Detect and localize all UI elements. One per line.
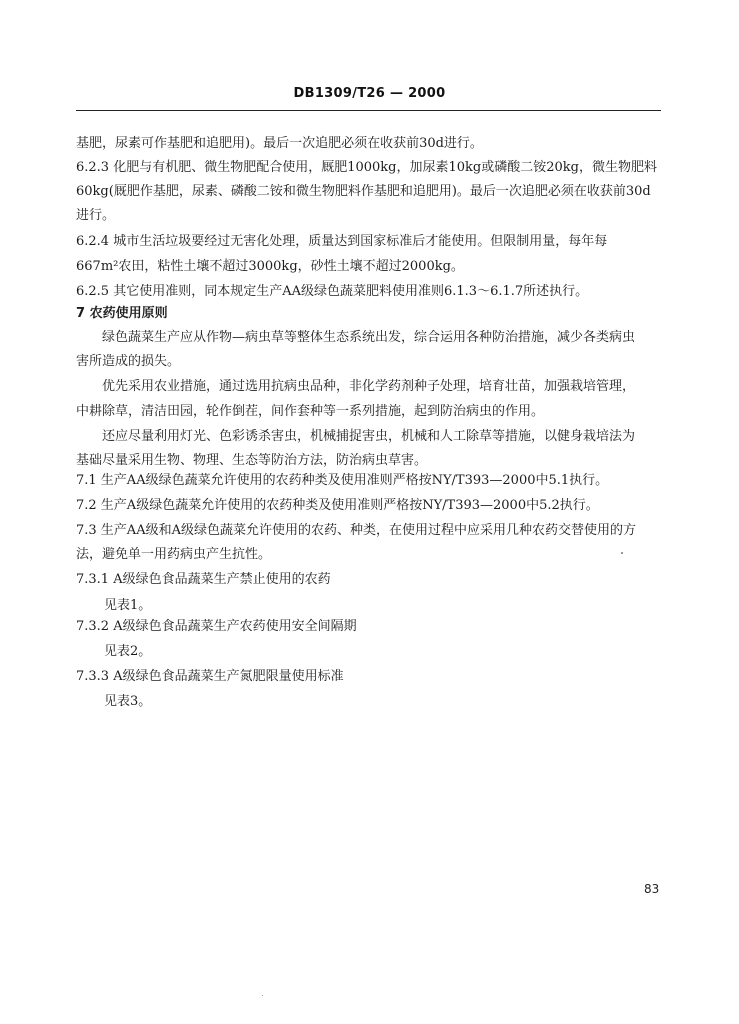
body-line: 60kg(厩肥作基肥，尿素、磷酸二铵和微生物肥料作基肥和追肥用)。最后一次追肥必须在收获前30d: [76, 184, 651, 199]
clause-7-1: 7.1 生产AA级绿色蔬菜允许使用的农药种类及使用准则严格按NY/T393—2000中5.1执行。: [76, 473, 609, 488]
body-line: 法，避免单一用药病虫产生抗性。: [76, 547, 272, 562]
document-code: DB1309/T26 — 2000: [293, 86, 446, 101]
paragraph-line: 绿色蔬菜生产应从作物—病虫草等整体生态系统出发，综合运用各种防治措施，减少各类病虫: [102, 330, 636, 345]
table-reference: 见表2。: [104, 644, 152, 659]
clause-6-2-3: 6.2.3 化肥与有机肥、微生物肥配合使用，厩肥1000kg，加尿素10kg或磷酸二铵20kg，微生物肥料: [76, 160, 657, 175]
paragraph-line: 害所造成的损失。: [76, 354, 181, 369]
page-number: 83: [644, 882, 660, 896]
clause-6-2-5: 6.2.5 其它使用准则，同本规定生产AA级绿色蔬菜肥料使用准则6.1.3～6.1.7所述执行。: [76, 284, 589, 299]
clause-7-3-1: 7.3.1 A级绿色食品蔬菜生产禁止使用的农药: [76, 572, 331, 587]
clause-7-3: 7.3 生产AA级和A级绿色蔬菜允许使用的农药、种类，在使用过程中应采用几种农药交替使用的方: [76, 523, 636, 538]
scan-speck: [621, 552, 623, 554]
clause-7-3-3: 7.3.3 A级绿色食品蔬菜生产氮肥限量使用标准: [76, 669, 344, 684]
header-rule: [76, 110, 661, 111]
section-heading-7: 7 农药使用原则: [76, 306, 168, 321]
paragraph-line: 优先采用农业措施，通过选用抗病虫品种，非化学药剂种子处理，培育壮苗，加强栽培管理，: [102, 379, 636, 394]
clause-7-3-2: 7.3.2 A级绿色食品蔬菜生产农药使用安全间隔期: [76, 619, 357, 634]
body-line: 进行。: [76, 208, 116, 223]
paragraph-line: 中耕除草，清洁田园，轮作倒茬，间作套种等一系列措施，起到防治病虫的作用。: [76, 404, 545, 419]
table-reference: 见表1。: [104, 598, 152, 613]
table-reference: 见表3。: [104, 694, 152, 709]
body-line: 基肥，尿素可作基肥和追肥用)。最后一次追肥必须在收获前30d进行。: [76, 136, 483, 151]
paragraph-line: 基础尽量采用生物、物理、生态等防治方法，防治病虫草害。: [76, 453, 428, 468]
body-line: 667m²农田，粘性土壤不超过3000kg，砂性土壤不超过2000kg。: [76, 259, 464, 274]
paragraph-line: 还应尽量利用灯光、色彩诱杀害虫，机械捕捉害虫，机械和人工除草等措施，以健身栽培法为: [102, 429, 636, 444]
clause-7-2: 7.2 生产A级绿色蔬菜允许使用的农药种类及使用准则严格按NY/T393—2000中5.2执行。: [76, 498, 599, 513]
clause-6-2-4: 6.2.4 城市生活垃圾要经过无害化处理，质量达到国家标准后才能使用。但限制用量，每年每: [76, 234, 608, 249]
scan-speck: [262, 995, 263, 996]
